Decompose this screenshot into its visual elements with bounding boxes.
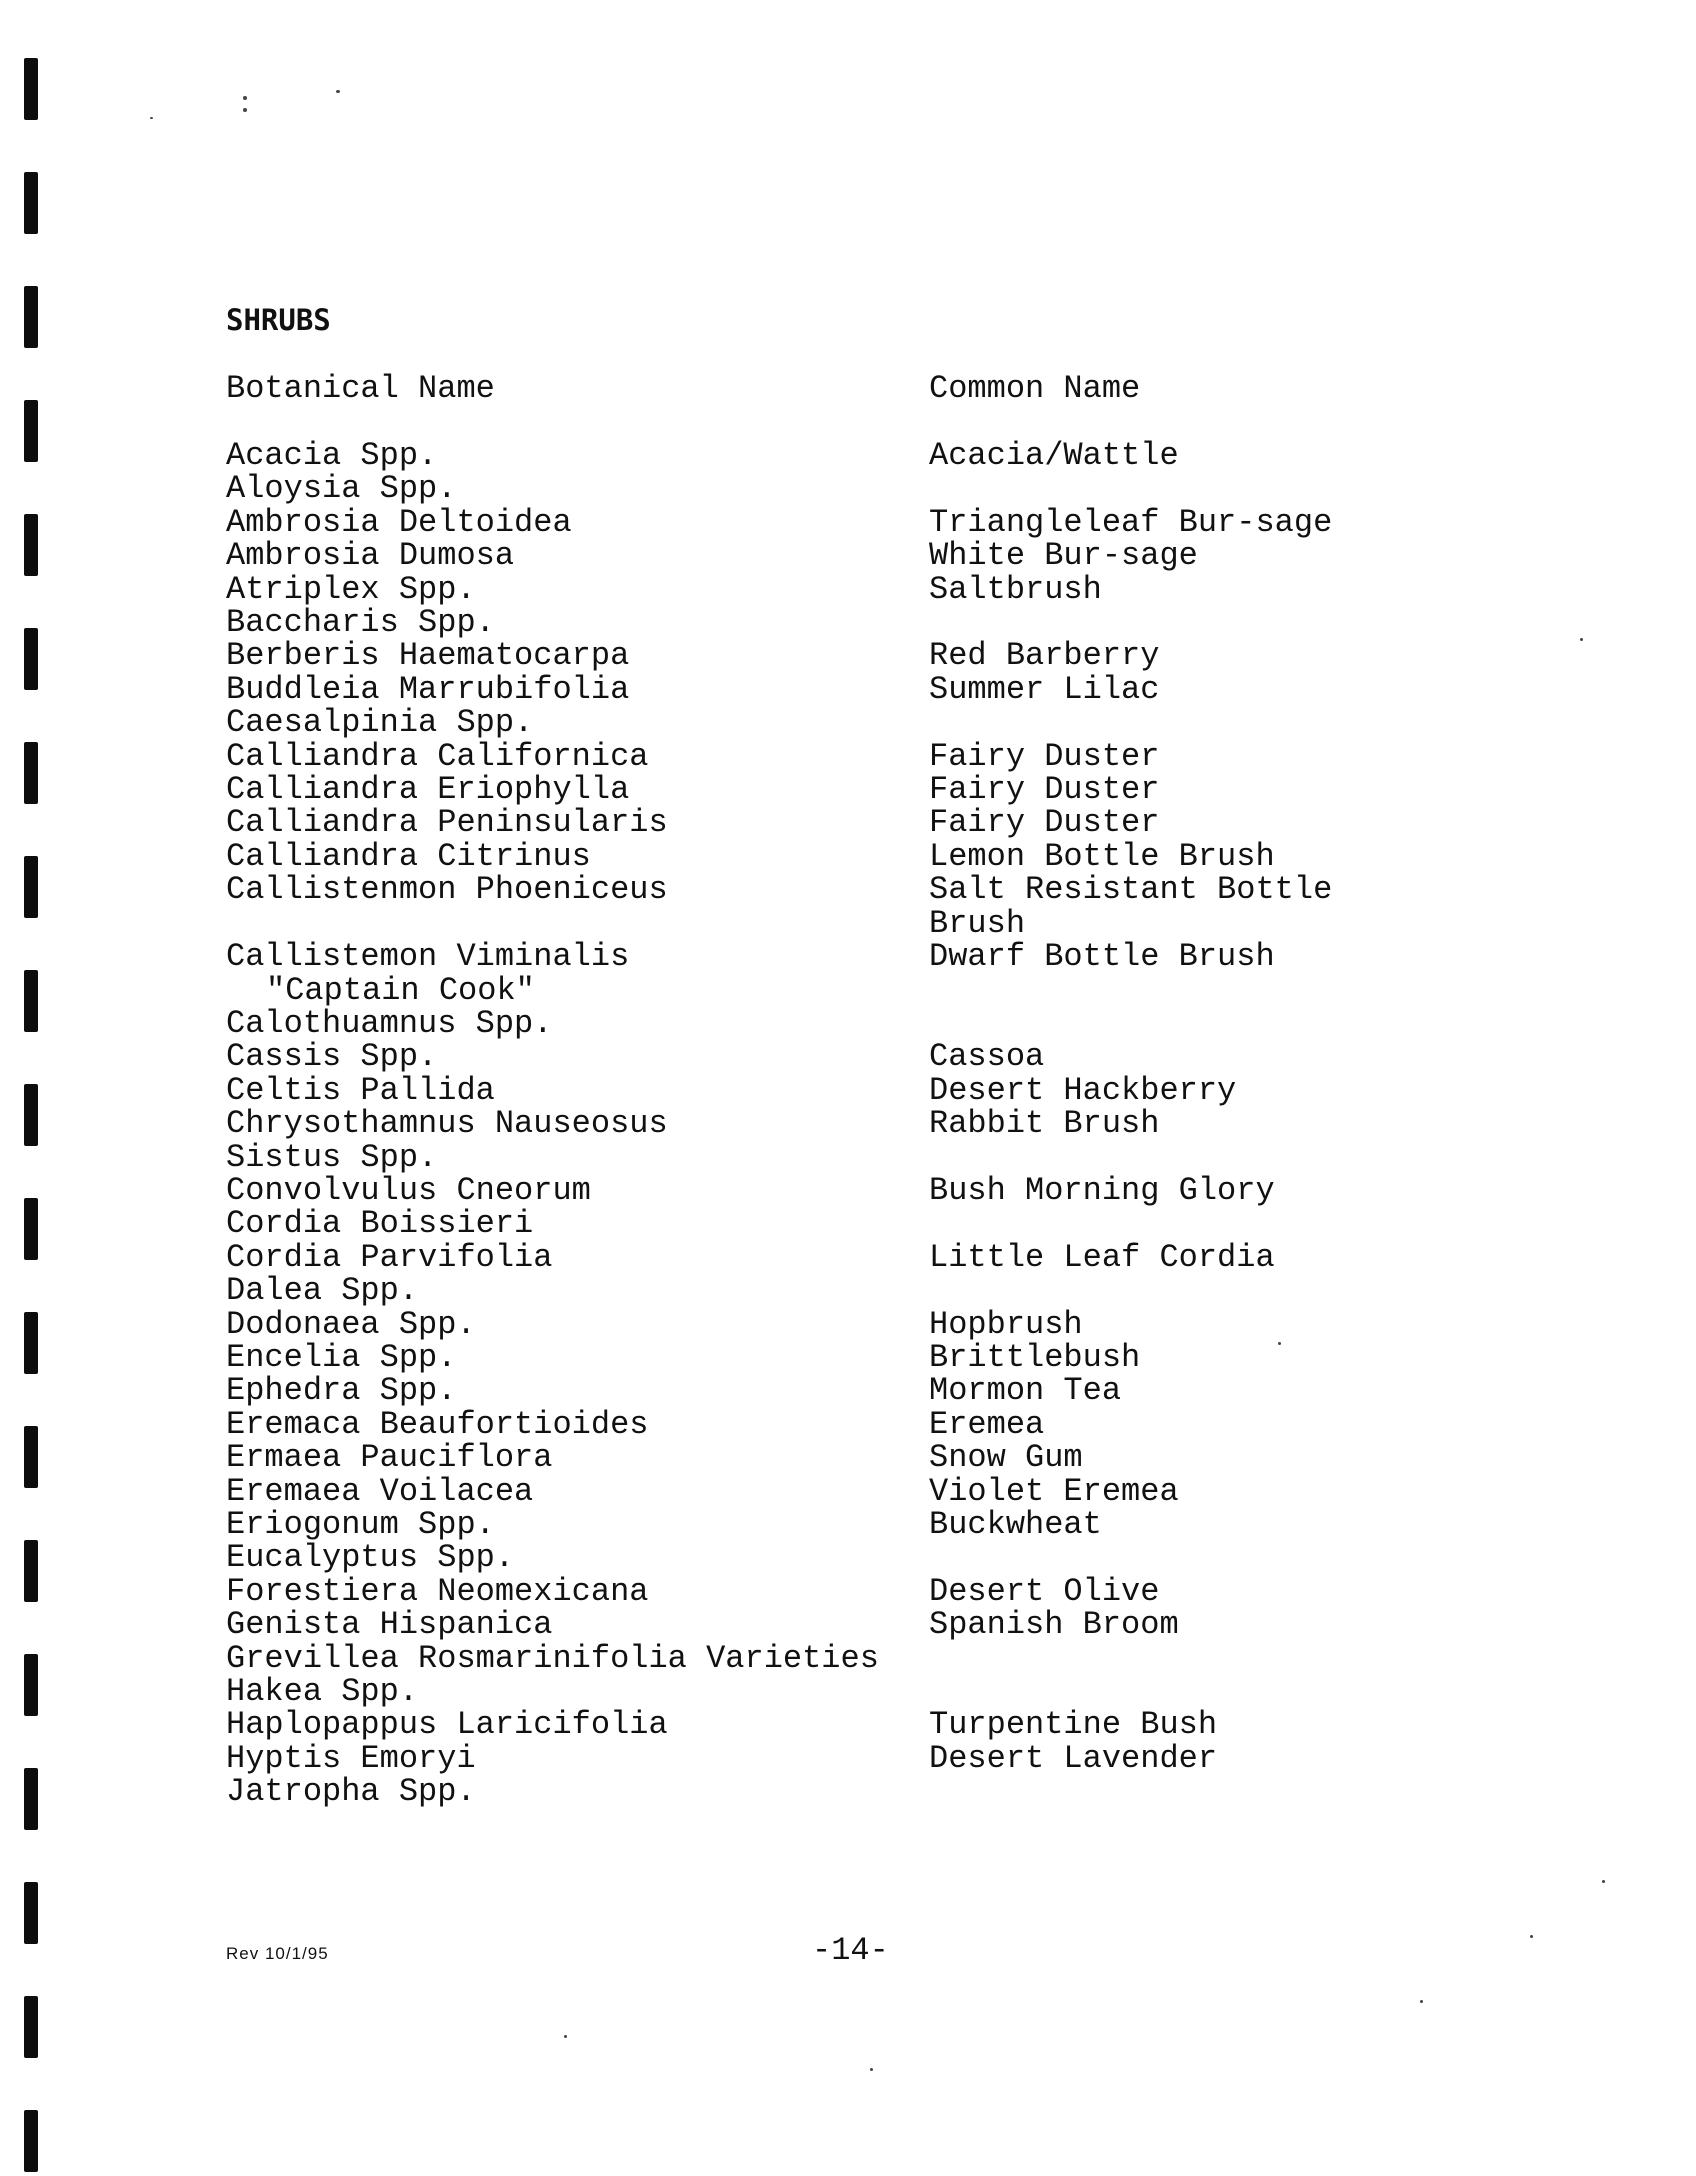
plant-row: [226, 938, 1476, 976]
plant-list: [226, 439, 1476, 1809]
plant-row: [226, 570, 1476, 608]
page-number: -14-: [812, 1932, 889, 1969]
common-name: White Bur-sage: [929, 537, 1198, 575]
common-name: Turpentine Bush: [929, 1706, 1218, 1744]
botanical-name: Grevillea Rosmarinifolia Varieties: [226, 1639, 879, 1677]
plant-row: [226, 1439, 1476, 1477]
botanical-name: Calliandra Citrinus: [226, 837, 591, 875]
plant-row: [226, 1071, 1476, 1109]
binding-mark: [24, 1996, 38, 2058]
botanical-name: Ephedra Spp.: [226, 1372, 457, 1410]
binding-mark: [24, 1084, 38, 1146]
botanical-name: Haplopappus Laricifolia: [226, 1706, 668, 1744]
botanical-name: Callistemon Viminalis: [226, 938, 630, 976]
binding-mark: [24, 1768, 38, 1830]
botanical-name: Forestiera Neomexicana: [226, 1572, 649, 1610]
plant-row: [226, 503, 1476, 541]
common-name: Mormon Tea: [929, 1372, 1122, 1410]
botanical-name: Dodonaea Spp.: [226, 1305, 476, 1343]
botanical-name-header: Botanical Name: [226, 370, 495, 407]
common-name: Eremea: [929, 1405, 1045, 1443]
botanical-name: Dalea Spp.: [226, 1272, 419, 1310]
common-name: Bush Morning Glory: [929, 1171, 1275, 1209]
plant-row: [226, 1305, 1476, 1343]
botanical-name: Encelia Spp.: [226, 1338, 457, 1376]
binding-mark: [24, 1540, 38, 1602]
botanical-name: Calothuamnus Spp.: [226, 1004, 553, 1042]
botanical-name: Eremaea Voilacea: [226, 1472, 534, 1510]
scan-speck: [564, 2035, 567, 2038]
common-name-header: Common Name: [929, 370, 1141, 407]
botanical-name: Ambrosia Deltoidea: [226, 503, 572, 541]
botanical-name: Berberis Haematocarpa: [226, 637, 630, 675]
common-name: Fairy Duster: [929, 804, 1160, 842]
common-name: Acacia/Wattle: [929, 437, 1179, 474]
plant-row: [226, 1673, 1476, 1711]
botanical-name: Cordia Parvifolia: [226, 1238, 553, 1276]
common-name: Saltbrush: [929, 570, 1102, 608]
plant-row: [226, 837, 1476, 875]
common-name: Salt Resistant Bottle Brush: [929, 871, 1352, 942]
botanical-name: Jatropha Spp.: [226, 1773, 476, 1811]
plant-row: [226, 1773, 1476, 1811]
binding-mark: [24, 970, 38, 1032]
scan-speck: [1420, 2000, 1423, 2003]
binding-mark: [24, 1882, 38, 1944]
binding-mark: [24, 514, 38, 576]
binding-mark: [24, 856, 38, 918]
binding-mark: [24, 1654, 38, 1716]
common-name: Lemon Bottle Brush: [929, 837, 1275, 875]
plant-row: [226, 1138, 1476, 1176]
botanical-name: Baccharis Spp.: [226, 604, 495, 642]
plant-row: [226, 604, 1476, 642]
plant-row: [226, 1739, 1476, 1777]
botanical-name: Cordia Boissieri: [226, 1205, 534, 1243]
scan-speck: [243, 108, 247, 112]
common-name: Spanish Broom: [929, 1606, 1179, 1644]
botanical-name: Eucalyptus Spp.: [226, 1539, 515, 1577]
botanical-name: Aloysia Spp.: [226, 470, 457, 508]
common-name: Triangleleaf Bur-sage: [929, 503, 1333, 541]
scan-speck: [336, 90, 340, 93]
binding-mark: [24, 1426, 38, 1488]
plant-row: [226, 1639, 1476, 1677]
plant-row: [226, 1205, 1476, 1243]
botanical-name: Calliandra Peninsularis: [226, 804, 668, 842]
plant-row: [226, 439, 1476, 472]
plant-row: [226, 1508, 1476, 1541]
binding-mark: [24, 742, 38, 804]
plant-row: [226, 737, 1476, 775]
common-name: Buckwheat: [929, 1506, 1102, 1543]
plant-row: [226, 771, 1476, 809]
botanical-name: Calliandra Eriophylla: [226, 771, 630, 809]
common-name: Little Leaf Cordia: [929, 1238, 1275, 1276]
common-name: Snow Gum: [929, 1439, 1083, 1477]
botanical-name: Cassis Spp.: [226, 1038, 438, 1076]
common-name: Dwarf Bottle Brush: [929, 938, 1275, 976]
botanical-name: Hakea Spp.: [226, 1673, 419, 1711]
binding-mark: [24, 2110, 38, 2172]
botanical-name: Buddleia Marrubifolia: [226, 670, 630, 708]
plant-row: [226, 1572, 1476, 1610]
common-name: Desert Olive: [929, 1572, 1160, 1610]
botanical-name: Ermaea Pauciflora: [226, 1439, 553, 1477]
plant-row: [226, 1171, 1476, 1209]
botanical-name: Atriplex Spp.: [226, 570, 476, 608]
plant-row: [226, 1105, 1476, 1143]
section-title: SHRUBS: [226, 303, 331, 337]
plant-row: [226, 704, 1476, 742]
binding-mark: [24, 1198, 38, 1260]
common-name: Red Barberry: [929, 637, 1160, 675]
common-name: Cassoa: [929, 1038, 1045, 1076]
plant-row: [226, 1405, 1476, 1443]
plant-row: [226, 670, 1476, 708]
plant-row: [226, 1338, 1476, 1376]
scan-speck: [150, 117, 153, 119]
common-name: Fairy Duster: [929, 737, 1160, 775]
revision-date: Rev 10/1/95: [226, 1944, 329, 1963]
plant-row: [226, 1238, 1476, 1276]
plant-row: [226, 804, 1476, 842]
common-name: Fairy Duster: [929, 771, 1160, 809]
scan-speck: [243, 96, 247, 100]
plant-row: [226, 1272, 1476, 1310]
plant-row: [226, 1372, 1476, 1410]
binding-mark: [24, 58, 38, 120]
botanical-name: Convolvulus Cneorum: [226, 1171, 591, 1209]
binding-mark: [24, 172, 38, 234]
common-name: Rabbit Brush: [929, 1105, 1160, 1143]
botanical-name: Callistenmon Phoeniceus: [226, 871, 668, 909]
common-name: Brittlebush: [929, 1338, 1141, 1376]
binding-mark: [24, 400, 38, 462]
plant-row: [226, 1038, 1476, 1076]
botanical-name: Hyptis Emoryi: [226, 1739, 476, 1777]
binding-mark: [24, 628, 38, 690]
plant-variety-row: [226, 971, 1476, 1009]
plant-row: [226, 637, 1476, 675]
botanical-name: Caesalpinia Spp.: [226, 704, 534, 742]
plant-row: [226, 537, 1476, 575]
botanical-name: Chrysothamnus Nauseosus: [226, 1105, 668, 1143]
scan-speck: [1530, 1935, 1533, 1938]
common-name: Summer Lilac: [929, 670, 1160, 708]
scan-speck: [1580, 638, 1583, 641]
common-name: Desert Hackberry: [929, 1071, 1237, 1109]
plant-row: [226, 1539, 1476, 1577]
common-name: Desert Lavender: [929, 1739, 1218, 1777]
botanical-name: Eriogonum Spp.: [226, 1506, 495, 1543]
plant-row: [226, 873, 1476, 940]
common-name: Violet Eremea: [929, 1472, 1179, 1510]
plant-row: [226, 470, 1476, 508]
botanical-name: Celtis Pallida: [226, 1071, 495, 1109]
plant-row: [226, 1606, 1476, 1644]
botanical-name: Sistus Spp.: [226, 1138, 438, 1176]
variety-name: "Captain Cook": [266, 971, 535, 1009]
botanical-name: Genista Hispanica: [226, 1606, 553, 1644]
botanical-name: Calliandra Californica: [226, 737, 649, 775]
common-name: Hopbrush: [929, 1305, 1083, 1343]
plant-row: [226, 1004, 1476, 1042]
scan-speck: [1602, 1880, 1605, 1883]
binding-mark: [24, 1312, 38, 1374]
botanical-name: Eremaca Beaufortioides: [226, 1405, 649, 1443]
botanical-name: Ambrosia Dumosa: [226, 537, 515, 575]
plant-row: [226, 1706, 1476, 1744]
binding-mark: [24, 286, 38, 348]
plant-row: [226, 1472, 1476, 1510]
scan-speck: [870, 2068, 873, 2071]
botanical-name: Acacia Spp.: [226, 437, 438, 474]
